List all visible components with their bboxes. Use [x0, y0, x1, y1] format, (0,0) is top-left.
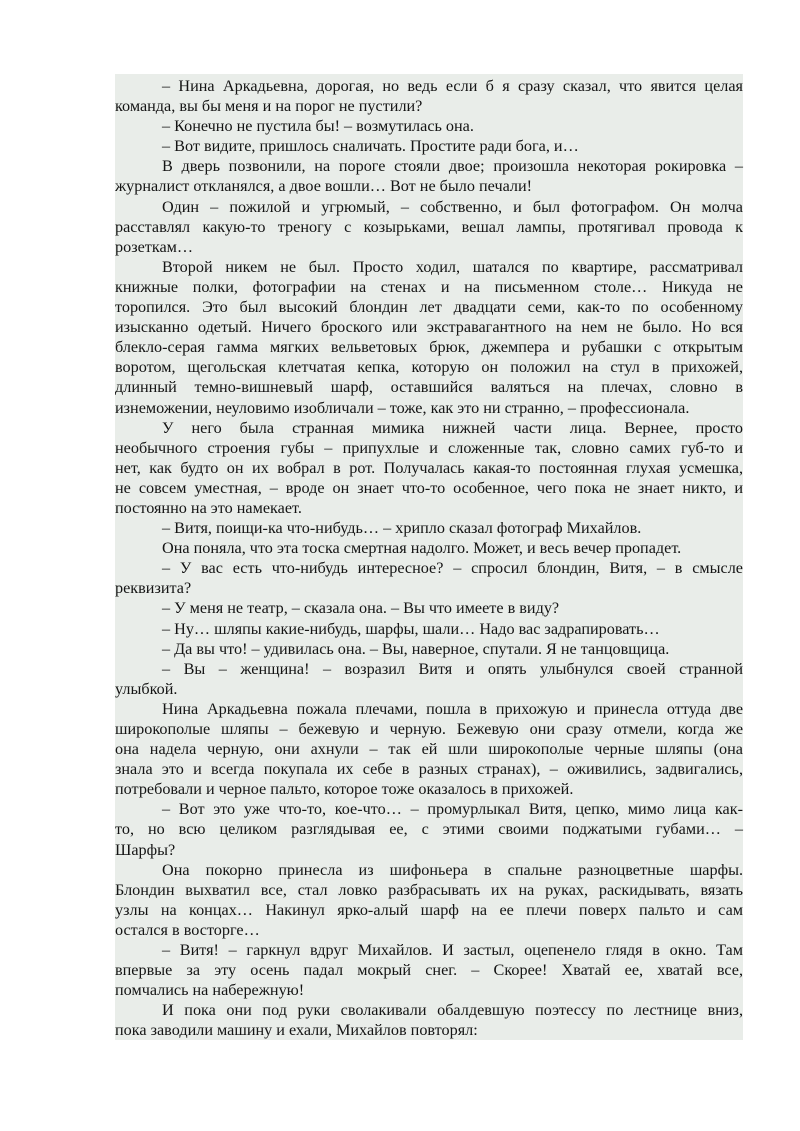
- text-line: помчались на набережную!: [115, 981, 305, 1000]
- text-line: – У меня не театр, – сказала она. – Вы что имеете в виду?: [162, 599, 560, 618]
- text-line: постоянно на это намекает.: [115, 498, 302, 517]
- text-line: команда, вы бы меня и на порог не пустили?: [115, 97, 423, 116]
- text-line: У него была странная мимика нижней части лица. Вернее, просто: [162, 418, 743, 437]
- body-text: [115, 76, 743, 1041]
- text-line: изысканно одетый. Ничего броского или экстравагантного на нем не было. Но вся: [115, 318, 743, 337]
- text-line: – Да вы что! – удивилась она. – Вы, наверное, спутали. Я не танцовщица.: [162, 639, 670, 658]
- text-line: розеткам…: [115, 237, 194, 256]
- text-line: изнеможении, неуловимо изобличали – тоже, как это ни странно, – профессионала.: [115, 398, 690, 417]
- text-line: книжные полки, фотографии на стенах и на письменном столе… Никуда не: [115, 277, 743, 296]
- text-line: воротом, щегольская клетчатая кепка, которую он положил на стул в прихожей,: [115, 358, 743, 377]
- text-line: Шарфы?: [115, 840, 176, 859]
- text-line: длинный темно-вишневый шарф, оставшийся валяться на плечах, словно в: [115, 378, 743, 397]
- text-line: необычного строения губы – припухлые и сложенные так, словно самих губ-то и: [115, 438, 743, 457]
- text-line: – Вот это уже что-то, кое-что… – промурлыкал Витя, цепко, мимо лица как-: [162, 800, 743, 819]
- text-line: журналист откланялся, а двое вошли… Вот не было печали!: [115, 177, 533, 196]
- text-line: В дверь позвонили, на пороге стояли двое; произошла некоторая рокировка –: [162, 157, 743, 176]
- text-line: Блондин выхватил все, стал ловко разбрасывать их на руках, раскидывать, вязать: [115, 880, 743, 899]
- text-line: – Конечно не пустила бы! – возмутилась она.: [162, 117, 474, 136]
- text-line: потребовали и черное пальто, которое тоже оказалось в прихожей.: [115, 780, 574, 799]
- text-line: торопился. Это был высокий блондин лет двадцати семи, как-то по особенному: [115, 298, 743, 317]
- text-line: пока заводили машину и ехали, Михайлов повторял:: [115, 1021, 478, 1040]
- text-line: – Нина Аркадьевна, дорогая, но ведь если б я сразу сказал, что явится целая: [162, 77, 743, 95]
- text-line: Второй никем не был. Просто ходил, шатался по квартире, рассматривал: [162, 257, 743, 276]
- text-line: остался в восторге…: [115, 920, 260, 939]
- text-line: широкополые шляпы – бежевую и черную. Бежевую они сразу отмели, когда же: [115, 720, 743, 738]
- text-line: не совсем уместная, – вроде он знает что-то особенное, чего пока не знает никто, и: [115, 478, 743, 497]
- text-line: знала это и всегда покупала их себе в разных странах), – оживились, задвигались,: [115, 760, 743, 779]
- text-line: И пока они под руки сволакивали обалдевшую поэтессу по лестнице вниз,: [162, 1001, 743, 1020]
- text-line: – Вы – женщина! – возразил Витя и опять улыбнулся своей странной: [162, 659, 743, 678]
- text-line: она надела черную, они ахнули – так ей шли широкополые черные шляпы (она: [115, 740, 743, 759]
- text-line: нет, как будто он их вобрал в рот. Получалась какая-то постоянная глухая усмешка,: [115, 458, 743, 477]
- text-line: – У вас есть что-нибудь интересное? – спросил блондин, Витя, – в смысле: [162, 559, 743, 578]
- text-line: Нина Аркадьевна пожала плечами, пошла в прихожую и принесла оттуда две: [162, 699, 743, 718]
- text-line: – Ну… шляпы какие-нибудь, шарфы, шали… Надо вас задрапировать…: [162, 619, 660, 638]
- text-line: – Витя! – гаркнул вдруг Михайлов. И застыл, оцепенело глядя в окно. Там: [162, 941, 743, 960]
- text-line: улыбкой.: [115, 679, 178, 698]
- text-line: – Витя, поищи-ка что-нибудь… – хрипло сказал фотограф Михайлов.: [162, 519, 642, 538]
- text-line: Она покорно принесла из шифоньера в спальне разноцветные шарфы.: [162, 860, 743, 879]
- text-line: расставлял какую-то треногу с козырьками, вешал лампы, протягивал провода к: [115, 217, 743, 236]
- text-line: блекло-серая гамма мягких вельветовых брюк, джемпера и рубашки с открытым: [115, 338, 743, 357]
- text-line: Один – пожилой и угрюмый, – собственно, и был фотографом. Он молча: [162, 197, 743, 216]
- text-line: то, но всю целиком разглядывая ее, с этими своими поджатыми губами… –: [115, 820, 743, 839]
- text-line: Она поняла, что эта тоска смертная надолго. Может, и весь вечер пропадет.: [162, 539, 682, 558]
- text-line: – Вот видите, пришлось сналичать. Простите ради бога, и…: [162, 137, 579, 156]
- text-line: узлы на концах… Накинул ярко-алый шарф на ее плечи поверх пальто и сам: [115, 900, 743, 919]
- text-line: впервые за эту осень падал мокрый снег. – Скорее! Хватай ее, хватай все,: [115, 961, 743, 980]
- text-line: реквизита?: [115, 579, 192, 598]
